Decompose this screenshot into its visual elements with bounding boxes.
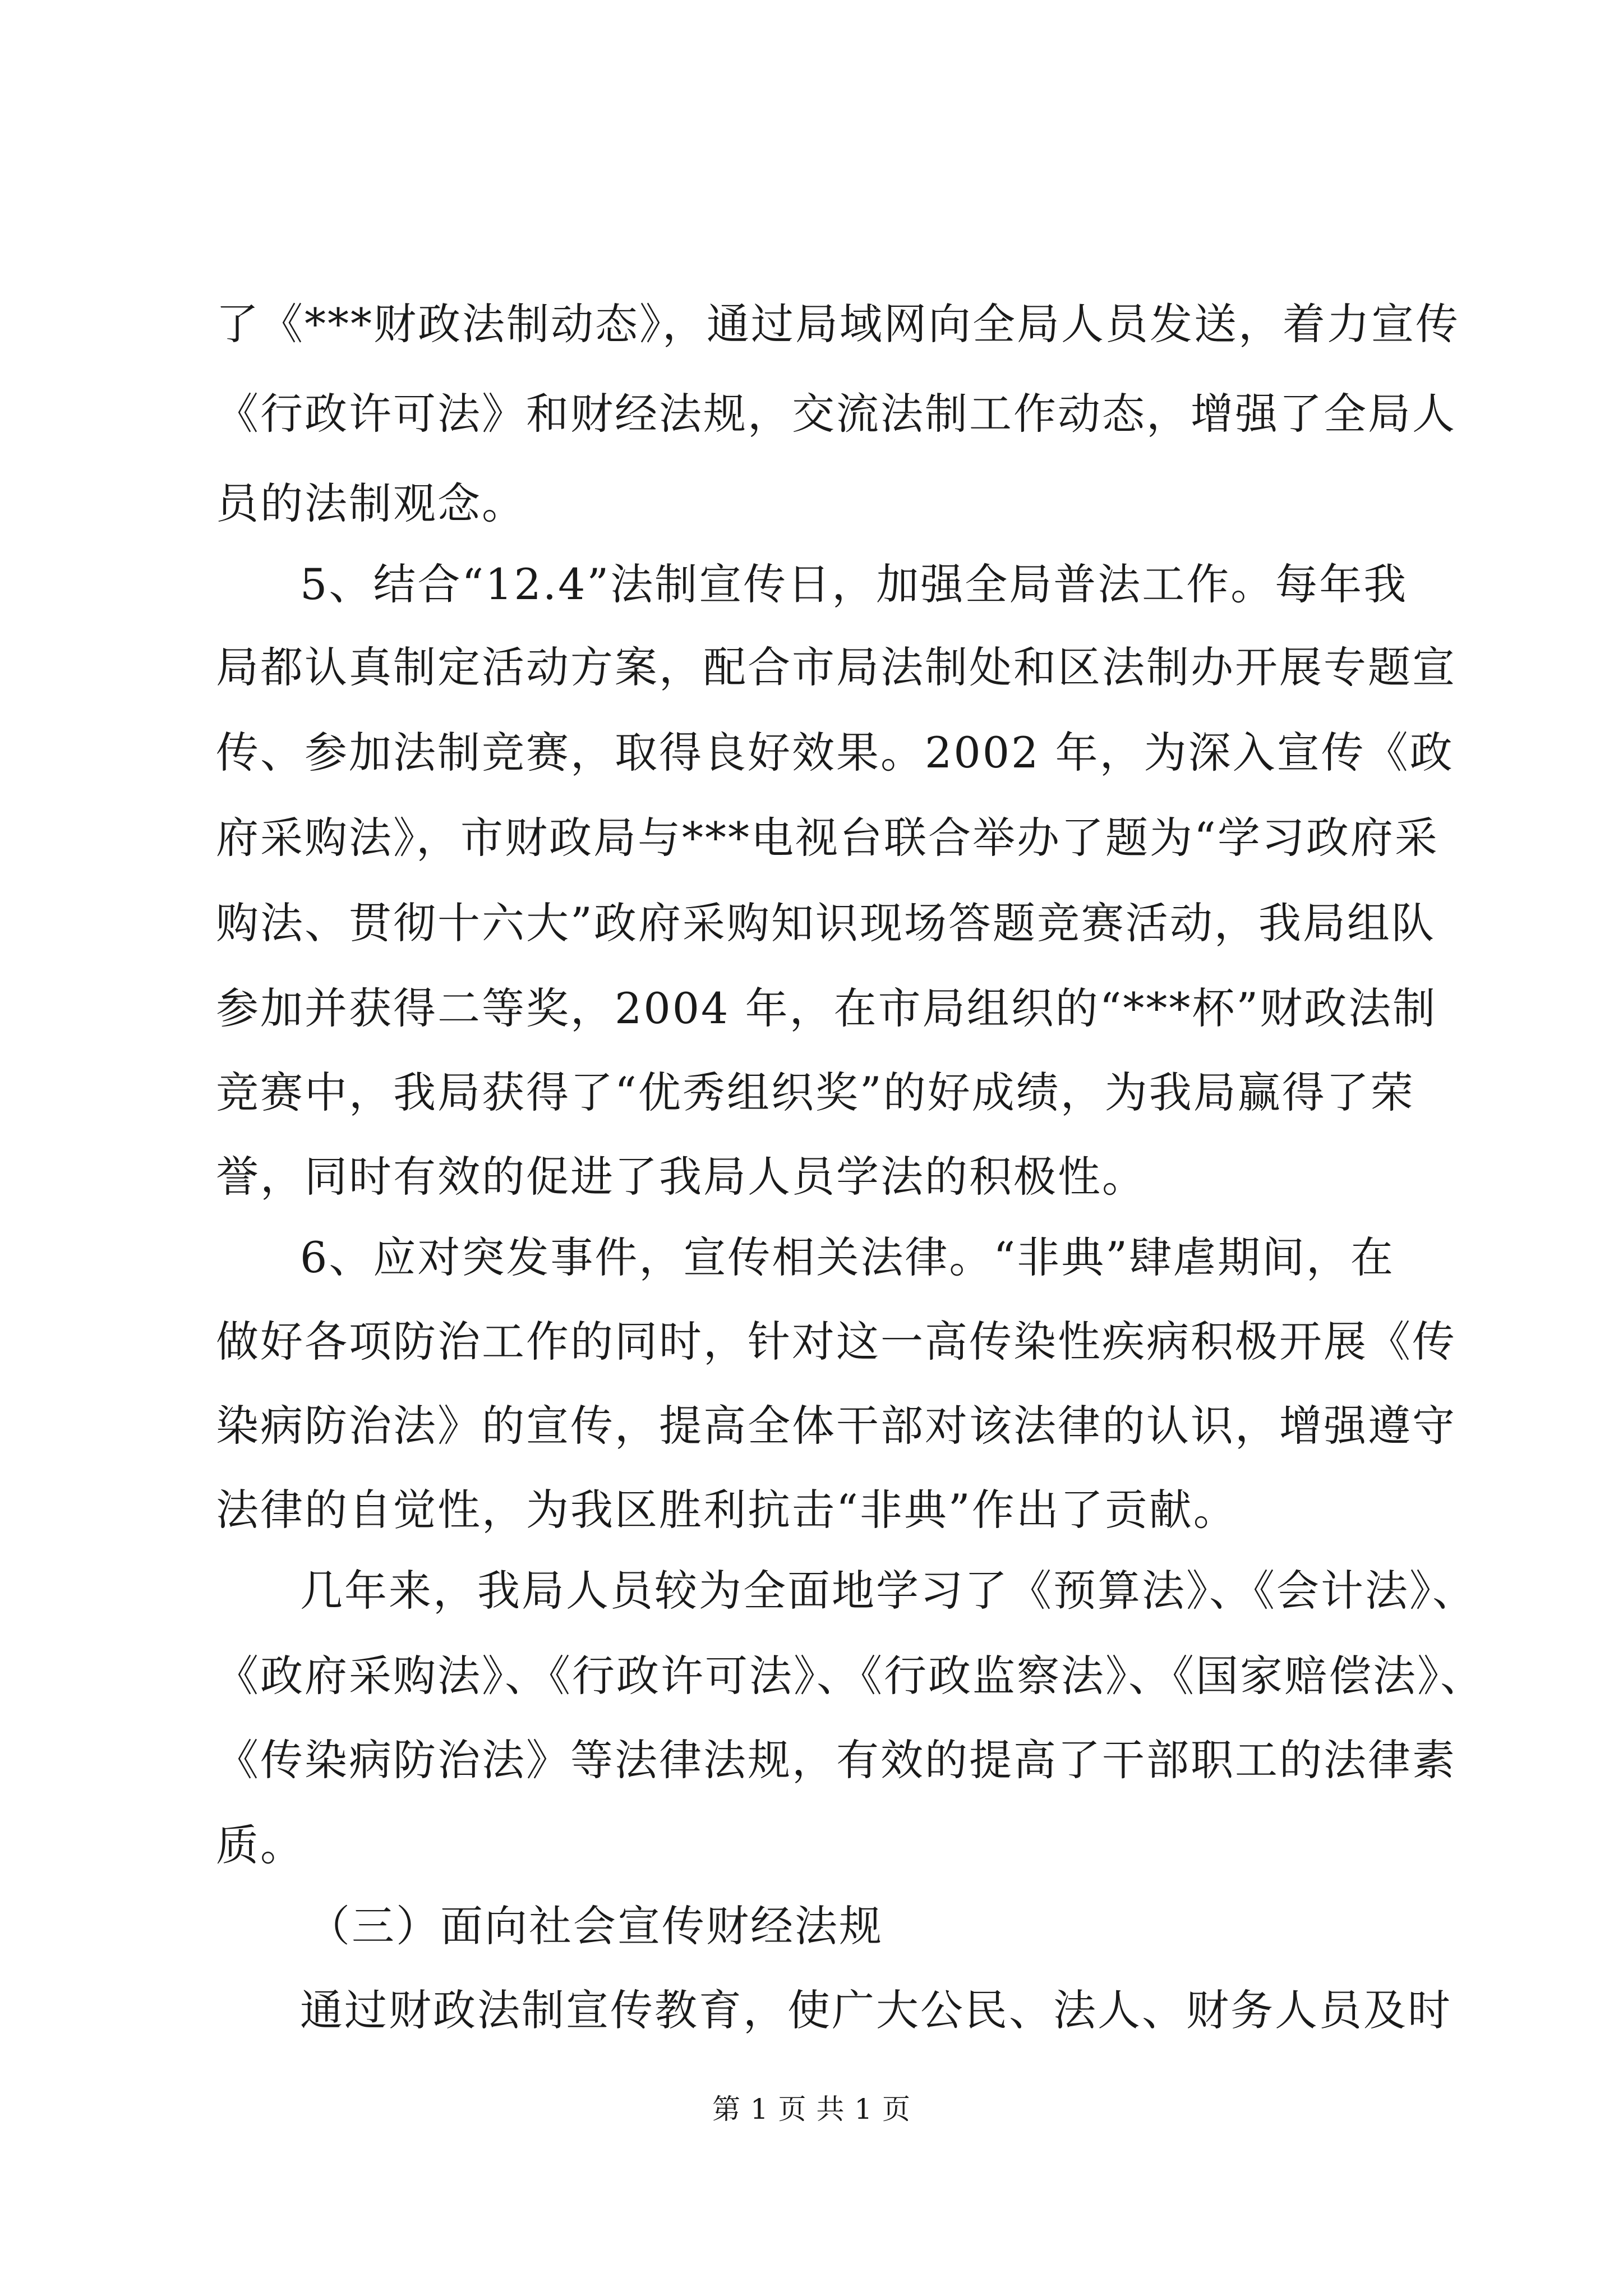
- text-line: 《行政许可法》和财经法规，交流法制工作动态，增强了全局人: [216, 389, 1456, 439]
- text-line: 做好各项防治工作的同时，针对这一高传染性疾病积极开展《传: [216, 1317, 1456, 1366]
- text-line: 局都认真制定活动方案，配合市局法制处和区法制办开展专题宣: [216, 642, 1456, 692]
- text-line: 染病防治法》的宣传，提高全体干部对该法律的认识，增强遵守: [216, 1401, 1456, 1451]
- text-line: 竞赛中，我局获得了“优秀组织奖”的好成绩，为我局赢得了荣: [216, 1068, 1415, 1117]
- page-footer: 第 1 页 共 1 页: [712, 2093, 911, 2125]
- text-line: 了《***财政法制动态》，通过局域网向全局人员发送，着力宣传: [216, 299, 1460, 349]
- text-line: 《政府采购法》、《行政许可法》、《行政监察法》、《国家赔偿法》、: [216, 1651, 1484, 1701]
- text-line: 参加并获得二等奖，2004 年，在市局组织的“***杯”财政法制: [216, 983, 1437, 1033]
- section-heading: （三）面向社会宣传财经法规: [307, 1901, 883, 1951]
- text-line: 传、参加法制竞赛，取得良好效果。2002 年，为深入宣传《政: [216, 728, 1454, 777]
- text-line: 员的法制观念。: [216, 478, 526, 528]
- text-line: 5、结合“12.4”法制宣传日，加强全局普法工作。每年我: [300, 559, 1408, 609]
- text-line: 法律的自觉性，为我区胜利抗击“非典”作出了贡献。: [216, 1485, 1238, 1535]
- text-line: 通过财政法制宣传教育，使广大公民、法人、财务人员及时: [300, 1985, 1452, 2035]
- text-line: 《传染病防治法》等法律法规，有效的提高了干部职工的法律素: [216, 1735, 1456, 1785]
- text-line: 质。: [216, 1820, 305, 1870]
- text-line: 6、应对突发事件，宣传相关法律。“非典”肆虐期间，在: [300, 1232, 1395, 1282]
- text-line: 几年来，我局人员较为全面地学习了《预算法》、《会计法》、: [300, 1566, 1477, 1616]
- text-line: 购法、贯彻十六大”政府采购知识现场答题竞赛活动，我局组队: [216, 898, 1436, 948]
- text-line: 府采购法》，市财政局与***电视台联合举办了题为“学习政府采: [216, 813, 1439, 863]
- text-line: 誉，同时有效的促进了我局人员学法的积极性。: [216, 1152, 1146, 1202]
